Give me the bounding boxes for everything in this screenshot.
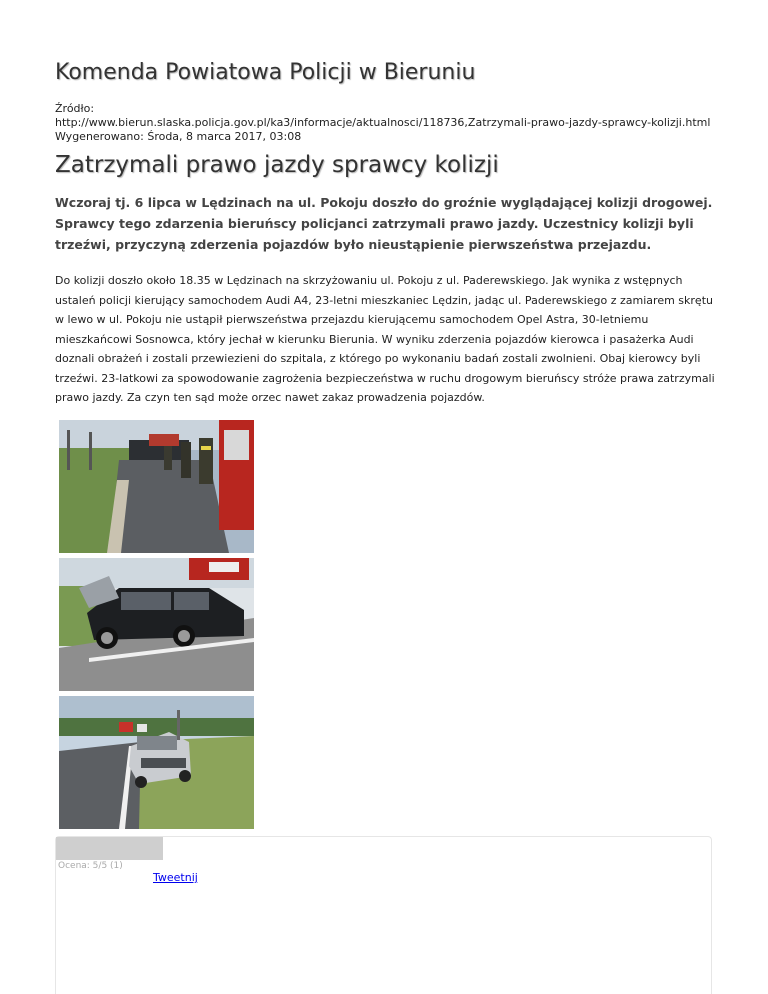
photo-firefighters-scene[interactable] [59, 420, 254, 553]
source-label: Źródło: [55, 102, 95, 115]
rating-text: Ocena: 5/5 (1) [58, 861, 123, 871]
article-lead: Wczoraj tj. 6 lipca w Lędzinach na ul. Pokoju doszło do groźnie wyglądającej kolizji drogowej. Sprawcy tego zdarzenia bieruńscy policjanci zatrzymali prawo jazdy. Uczestnicy kolizji byli trzeźwi, przyczyną zderzenia pojazdów było nieustąpienie pierwszeństwa przejazdu. [55, 195, 713, 252]
article-title: Zatrzymali prawo jazdy sprawcy kolizji [55, 152, 499, 178]
generated-date: Wygenerowano: Środa, 8 marca 2017, 03:08 [55, 130, 302, 143]
photo-gallery [59, 420, 715, 829]
photo-damaged-audi[interactable] [59, 558, 254, 691]
source-meta [55, 102, 715, 144]
photo-damaged-opel[interactable] [59, 696, 254, 829]
rating-stars-bar[interactable] [56, 837, 163, 860]
site-title: Komenda Powiatowa Policji w Bieruniu [55, 60, 476, 85]
tweet-link[interactable]: Tweetnij [153, 871, 198, 884]
source-url: http://www.bierun.slaska.policja.gov.pl/ka3/informacje/aktualnosci/118736,Zatrzymali-prawo-jazdy-sprawcy-kolizji.html [55, 116, 711, 129]
page-content [55, 58, 715, 829]
article-body: Do kolizji doszło około 18.35 w Lędzinach na skrzyżowaniu ul. Pokoju z ul. Paderewskiego. Jak wynika z wstępnych ustaleń policji kierujący samochodem Audi A4, 23-letni mieszkaniec Lędzin, jadąc ul. Paderewskiego z zamiarem skrętu w lewo w ul. Pokoju nie ustąpił pierwszeństwa przejazdu kierującemu samochodem Opel Astra, 30-letniemu mieszkańcowi Sosnowca, który jechał w kierunku Bierunia. W wyniku zderzenia pojazdów kierowca i pasażerka Audi doznali obrażeń i zostali przewiezieni do szpitala, z którego po wykonaniu badań zostali zwolnieni. Obaj kierowcy byli trzeźwi. 23-latkowi za spowodowanie zagrożenia bezpieczeństwa w ruchu drogowym bieruńscy stróże prawa zatrzymali prawo jazdy. Za czyn ten sąd może orzec nawet zakaz prowadzenia pojazdów. [55, 274, 715, 404]
rating-panel [55, 836, 712, 994]
